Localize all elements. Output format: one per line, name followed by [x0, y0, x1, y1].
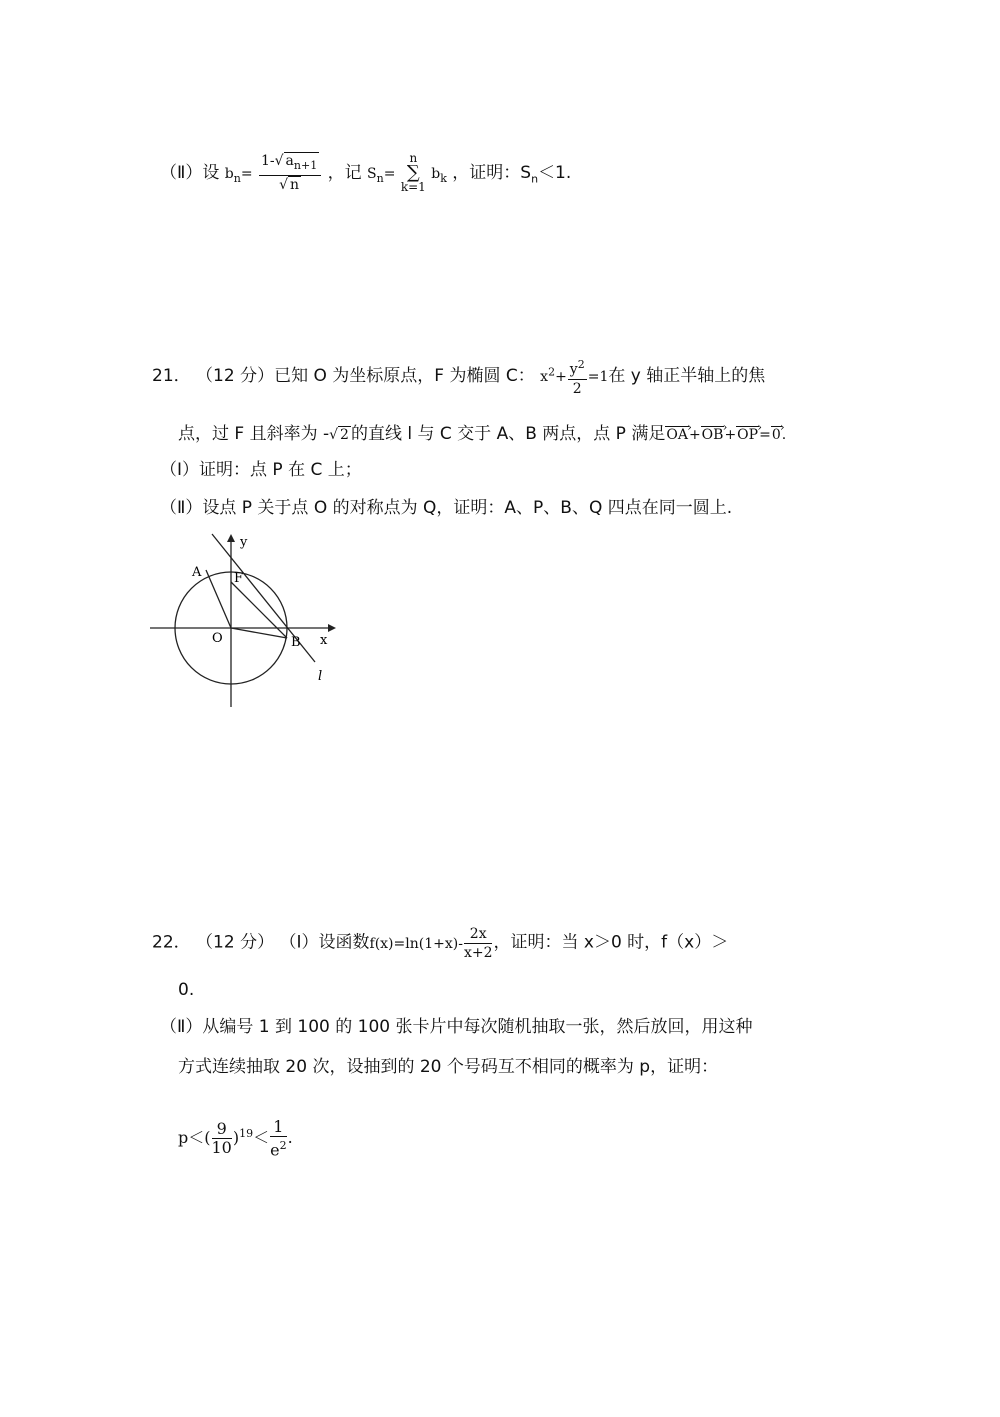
q20-Sn: $S_n=$ [367, 166, 396, 185]
ellipse-figure [150, 532, 350, 712]
q21-part1: （Ⅰ）证明：点 P 在 C 上； [160, 460, 362, 480]
q21-line2-b: 的直线 l 与 C 交于 A、B 两点，点 P 满足 [350, 424, 666, 444]
q22-part1-label: （Ⅰ）设函数 [279, 932, 370, 953]
q22-part2-line1: （Ⅱ）从编号 1 到 100 的 100 张卡片中每次随机抽取一张，然后放回，用这种 [160, 1017, 753, 1037]
segment-OA [206, 570, 231, 628]
y-axis-arrow [227, 534, 235, 542]
q21-sqrt2: √ 2 [329, 427, 349, 443]
q20-sum: n ∑ k=1 [400, 151, 426, 194]
label-A: A [192, 565, 202, 580]
q21-ellipse-eq: $x^2+$ $\frac{y^2}{2}$ =1 [540, 358, 609, 397]
q21-line2 [178, 422, 786, 447]
x-axis-arrow [328, 624, 336, 632]
q20-part2 [160, 152, 571, 194]
label-F: F [234, 571, 244, 586]
q22-part1-cont: 0. [178, 980, 195, 1000]
q21-vector-eq: OA ›+OB ›+OP ›=0 ›. [665, 426, 786, 443]
q20-bn: $b_n=$ [224, 166, 253, 185]
q22-part1-text: ，证明：当 x＞0 时，f（x）＞ [493, 932, 729, 953]
q22-line1 [152, 925, 728, 962]
q20-remember: ，记 [327, 163, 362, 183]
q20-part2-label: （Ⅱ）设 [160, 163, 220, 183]
q21-score: （12 分） [196, 365, 275, 386]
q21-number: 21． [152, 365, 191, 386]
q22-number: 22． [152, 932, 191, 953]
q21-line2-a: 点，过 F 且斜率为 - [178, 424, 330, 444]
q22-score: （12 分） [196, 932, 275, 953]
label-y: y [240, 535, 248, 550]
q20-prove: ，证明：$S_n<1$. [452, 163, 572, 186]
q20-bk: $b_k$ [431, 166, 447, 185]
label-l: l [318, 669, 323, 684]
label-x: x [320, 633, 328, 648]
q22-function: f(x)=ln(1+x)- $\frac{2x}{x+2}$ [369, 926, 493, 961]
label-O: O [212, 631, 223, 646]
q21-text2: 在 y 轴正半轴上的焦 [608, 365, 766, 386]
q21-text1: 已知 O 为坐标原点，F 为椭圆 C： [274, 365, 535, 386]
label-B: B [291, 635, 301, 650]
q21-part2: （Ⅱ）设点 P 关于点 O 的对称点为 Q，证明：A、P、B、Q 四点在同一圆上. [160, 498, 733, 518]
q20-bn-fraction: $\frac{1-√ a_{n+1}}{√ n}$ [259, 152, 321, 194]
q21-line1 [152, 356, 765, 398]
q22-inequality: p＜( $\frac{9}{10}$ )$^{19}$＜ $\frac{1}{e^2}$ . [178, 1117, 293, 1160]
q22-part2-line2: 方式连续抽取 20 次，设抽到的 20 个号码互不相同的概率为 p，证明： [178, 1057, 719, 1077]
